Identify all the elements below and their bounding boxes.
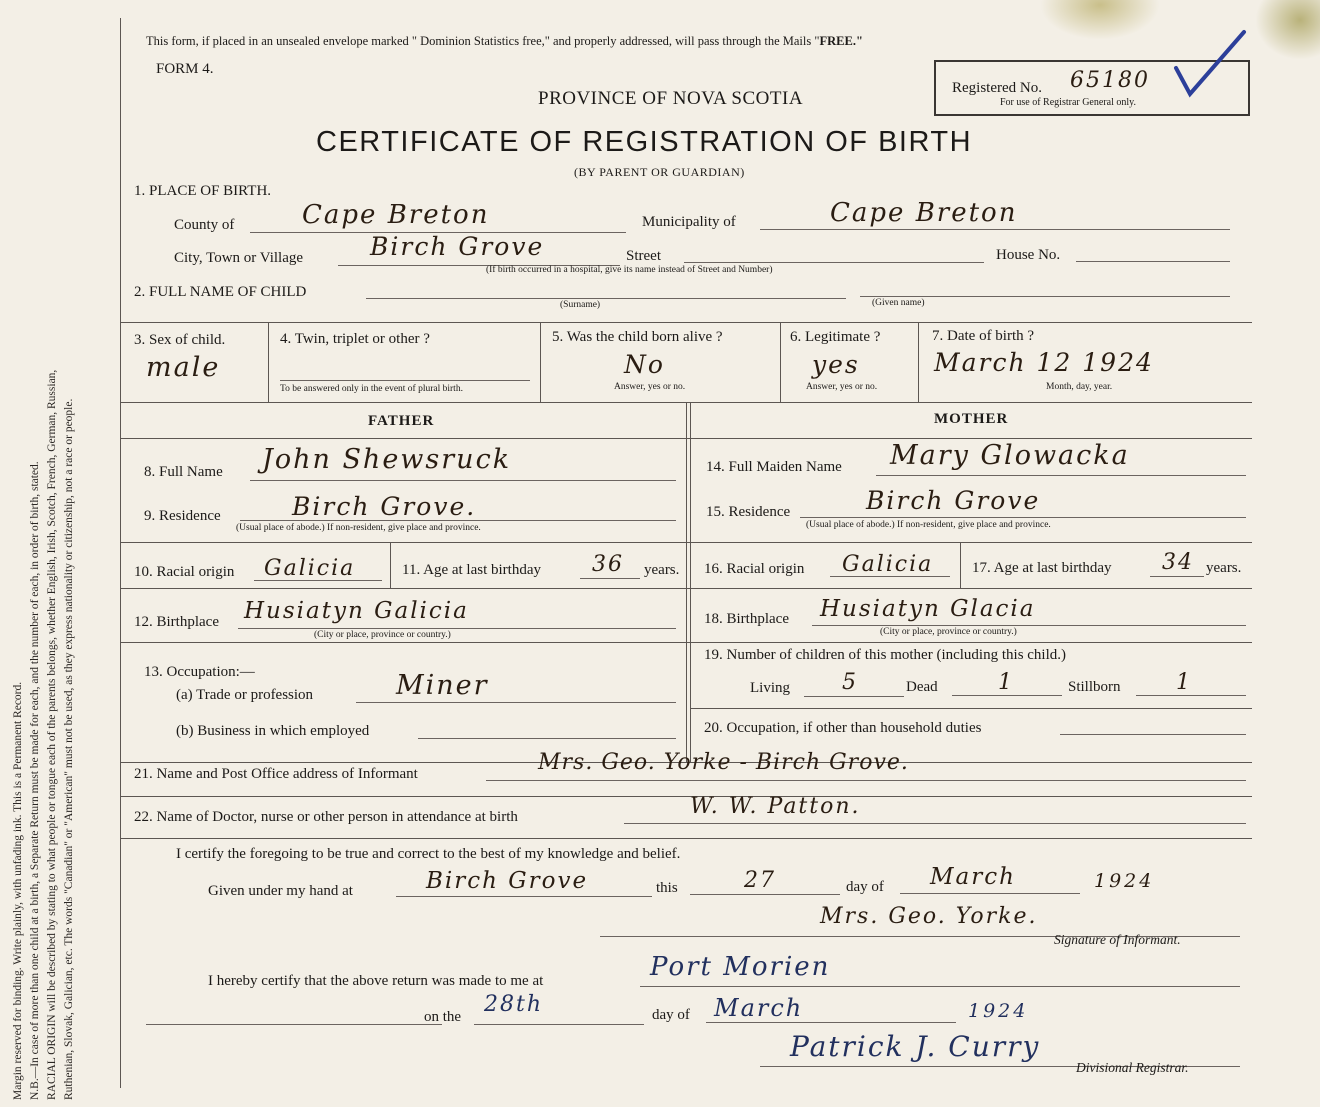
- col-divider: [918, 322, 919, 402]
- row-divider: [120, 588, 1252, 589]
- mail-notice: This form, if placed in an unsealed envelope marked " Dominion Statistics free," and properly addressed, will pass through the Mails "FREE.": [146, 34, 863, 48]
- cert-month-value: March: [930, 864, 1016, 890]
- mother-heading: MOTHER: [934, 411, 1009, 427]
- col-divider: [960, 542, 961, 588]
- cert-day-value: 27: [744, 868, 776, 893]
- margin-line: N.B.—In case of more than one child at a birth, a Separate Return must be made for each, and the number of each, in order of birth, stated.: [29, 461, 41, 1100]
- row-divider: [120, 322, 1252, 323]
- alive-note: Answer, yes or no.: [614, 382, 686, 392]
- registrar-year-value: 1924: [968, 1000, 1029, 1022]
- alive-value: No: [624, 350, 665, 379]
- registrar-month-value: March: [714, 994, 804, 1022]
- cert-statement: I certify the foregoing to be true and correct to the best of my knowledge and belief.: [176, 846, 681, 862]
- row-divider: [120, 838, 1252, 839]
- blue-check-mark: [1170, 28, 1250, 98]
- street-line: [684, 262, 984, 263]
- doctor-value: W. W. Patton.: [690, 794, 861, 819]
- mother-birthplace-line: [812, 625, 1246, 626]
- col-divider: [540, 322, 541, 402]
- stillborn-label: Stillborn: [1068, 679, 1121, 695]
- father-race-value: Galicia: [264, 556, 356, 581]
- mother-birthplace-label: 18. Birthplace: [704, 611, 789, 627]
- margin-instructions: [10, 20, 114, 1100]
- trade-line: [356, 702, 676, 703]
- county-label: County of: [174, 217, 235, 233]
- city-label: City, Town or Village: [174, 250, 304, 266]
- registrar-place-value: Port Morien: [650, 952, 831, 982]
- mother-race-value: Galicia: [842, 552, 934, 577]
- mother-age-unit: years.: [1206, 560, 1242, 576]
- child-name-label: 2. FULL NAME OF CHILD: [134, 284, 307, 300]
- margin-line: Margin reserved for binding. Write plainly, with unfading ink. This is a Permanent Record.: [12, 681, 24, 1100]
- row-divider: [690, 708, 1252, 709]
- free-mark: FREE.": [819, 34, 863, 48]
- municipality-label: Municipality of: [642, 214, 736, 230]
- city-value: Birch Grove: [370, 232, 545, 261]
- mother-residence-label: 15. Residence: [706, 504, 791, 520]
- margin-line: RACIAL ORIGIN will be described by stating to what people or tongue each of the parents belongs, whether English, Irish, Scotch, French, German, Russian,: [46, 369, 58, 1100]
- legitimate-value: yes: [812, 350, 860, 379]
- dead-value: 1: [998, 670, 1014, 695]
- father-occupation-label: 13. Occupation:—: [144, 664, 255, 680]
- registrar-statement: I hereby certify that the above return was made to me at: [208, 973, 544, 989]
- children-label: 19. Number of children of this mother (including this child.): [704, 647, 1067, 663]
- registered-no-value: 65180: [1070, 68, 1150, 93]
- county-value: Cape Breton: [302, 200, 490, 230]
- mother-birthplace-note: (City or place, province or country.): [880, 627, 1017, 637]
- registered-no-label: Registered No.: [952, 80, 1042, 96]
- father-residence-note: (Usual place of abode.) If non-resident, give place and province.: [236, 523, 481, 533]
- registrar-on-label: on the: [424, 1009, 462, 1025]
- mother-race-label: 16. Racial origin: [704, 561, 805, 577]
- mother-birthplace-value: Husiatyn Glacia: [820, 596, 1036, 622]
- paper-stain: [1255, 0, 1320, 60]
- business-label: (b) Business in which employed: [176, 723, 370, 739]
- mother-age-label: 17. Age at last birthday: [972, 560, 1112, 576]
- mother-occupation-line: [1060, 734, 1246, 735]
- paper-stain: [1040, 0, 1160, 40]
- living-line: [804, 696, 904, 697]
- mother-occupation-label: 20. Occupation, if other than household duties: [704, 720, 982, 736]
- mother-residence-line: [800, 517, 1246, 518]
- cert-year-value: 1924: [1094, 870, 1155, 892]
- dead-label: Dead: [906, 679, 938, 695]
- mother-name-value: Mary Glowacka: [890, 440, 1130, 471]
- business-line: [418, 738, 676, 739]
- doctor-line: [624, 823, 1246, 824]
- father-birthplace-label: 12. Birthplace: [134, 614, 219, 630]
- dob-label: 7. Date of birth ?: [932, 328, 1035, 344]
- father-age-unit: years.: [644, 562, 680, 578]
- living-label: Living: [750, 680, 790, 696]
- cert-dayof-label: day of: [846, 879, 884, 895]
- father-residence-label: 9. Residence: [144, 508, 221, 524]
- cert-month-line: [900, 893, 1080, 894]
- trade-value: Miner: [396, 670, 489, 701]
- house-label: House No.: [996, 247, 1061, 263]
- informant-signature: Mrs. Geo. Yorke.: [820, 904, 1038, 929]
- row-divider: [120, 438, 1252, 439]
- father-name-value: John Shewsruck: [262, 444, 512, 475]
- informant-value: Mrs. Geo. Yorke - Birch Grove.: [538, 750, 909, 775]
- row-divider: [120, 796, 1252, 797]
- mother-age-value: 34: [1162, 550, 1194, 575]
- place-heading: 1. PLACE OF BIRTH.: [134, 183, 272, 199]
- registrar-label: Divisional Registrar.: [1076, 1060, 1189, 1075]
- mother-age-line: [1150, 576, 1204, 577]
- alive-label: 5. Was the child born alive ?: [552, 329, 723, 345]
- margin-line: Ruthenian, Slovak, Galician, etc. The words "Canadian" or "American" must not be used, as they express nationality or citizenship, not a race or people.: [63, 398, 75, 1100]
- col-divider: [780, 322, 781, 402]
- father-race-line: [254, 580, 382, 581]
- given-name-line: [860, 296, 1230, 297]
- mother-residence-value: Birch Grove: [866, 486, 1041, 515]
- twin-label: 4. Twin, triplet or other ?: [280, 331, 430, 347]
- father-birthplace-value: Husiatyn Galicia: [244, 598, 469, 624]
- registrar-day-value: 28th: [484, 992, 544, 1017]
- dob-note: Month, day, year.: [1046, 382, 1113, 392]
- certificate-title: CERTIFICATE OF REGISTRATION OF BIRTH: [316, 126, 973, 158]
- dob-value: March 12 1924: [934, 348, 1154, 377]
- informant-label: 21. Name and Post Office address of Informant: [134, 766, 418, 782]
- father-heading: FATHER: [368, 413, 435, 429]
- dead-line: [952, 695, 1062, 696]
- father-name-line: [250, 480, 676, 481]
- registrar-place-line: [640, 986, 1240, 987]
- registrar-general-note: For use of Registrar General only.: [1000, 97, 1136, 108]
- street-label: Street: [626, 248, 661, 264]
- sex-value: male: [146, 352, 221, 383]
- surname-line: [366, 298, 846, 299]
- registrar-signature: Patrick J. Curry: [790, 1030, 1041, 1063]
- stillborn-value: 1: [1176, 670, 1192, 695]
- form-left-border: [120, 18, 121, 1088]
- father-age-value: 36: [592, 552, 624, 577]
- certificate-subtitle: (BY PARENT OR GUARDIAN): [574, 165, 745, 179]
- mother-name-label: 14. Full Maiden Name: [706, 459, 842, 475]
- this-label: this: [656, 880, 678, 896]
- trade-label: (a) Trade or profession: [176, 687, 314, 703]
- father-birthplace-note: (City or place, province or country.): [314, 630, 451, 640]
- registrar-day-line: [474, 1024, 644, 1025]
- legitimate-label: 6. Legitimate ?: [790, 329, 881, 345]
- living-value: 5: [842, 670, 858, 695]
- father-age-label: 11. Age at last birthday: [402, 562, 541, 578]
- father-residence-line: [240, 520, 676, 521]
- informant-line: [486, 780, 1246, 781]
- row-divider: [120, 542, 1252, 543]
- given-place-value: Birch Grove: [426, 868, 589, 894]
- mother-name-line: [876, 475, 1246, 476]
- mother-race-line: [830, 576, 950, 577]
- mother-residence-note: (Usual place of abode.) If non-resident, give place and province.: [806, 520, 1051, 530]
- signature-label: Signature of Informant.: [1054, 932, 1181, 947]
- col-divider: [268, 322, 269, 402]
- cert-day-line: [690, 894, 840, 895]
- father-residence-value: Birch Grove.: [292, 492, 477, 521]
- father-birthplace-line: [238, 628, 676, 629]
- municipality-line: [760, 229, 1230, 230]
- twin-note: To be answered only in the event of plural birth.: [280, 384, 463, 394]
- given-label: Given under my hand at: [208, 883, 353, 899]
- surname-note: (Surname): [560, 300, 601, 310]
- row-divider: [120, 642, 1252, 643]
- father-age-line: [580, 578, 640, 579]
- doctor-label: 22. Name of Doctor, nurse or other person in attendance at birth: [134, 809, 518, 825]
- registrar-month-line: [706, 1022, 956, 1023]
- legitimate-note: Answer, yes or no.: [806, 382, 878, 392]
- registrar-on-line: [146, 1024, 442, 1025]
- father-name-label: 8. Full Name: [144, 464, 223, 480]
- municipality-value: Cape Breton: [830, 198, 1018, 228]
- father-race-label: 10. Racial origin: [134, 564, 235, 580]
- house-line: [1076, 261, 1230, 262]
- sex-label: 3. Sex of child.: [134, 332, 226, 348]
- registrar-dayof-label: day of: [652, 1007, 690, 1023]
- given-name-note: (Given name): [872, 298, 925, 308]
- col-divider: [390, 542, 391, 588]
- stillborn-line: [1136, 695, 1246, 696]
- province-title: PROVINCE OF NOVA SCOTIA: [538, 88, 804, 109]
- twin-line: [280, 380, 530, 381]
- form-number: FORM 4.: [156, 61, 214, 77]
- given-place-line: [396, 896, 652, 897]
- hospital-note: (If birth occurred in a hospital, give its name instead of Street and Number): [486, 265, 773, 275]
